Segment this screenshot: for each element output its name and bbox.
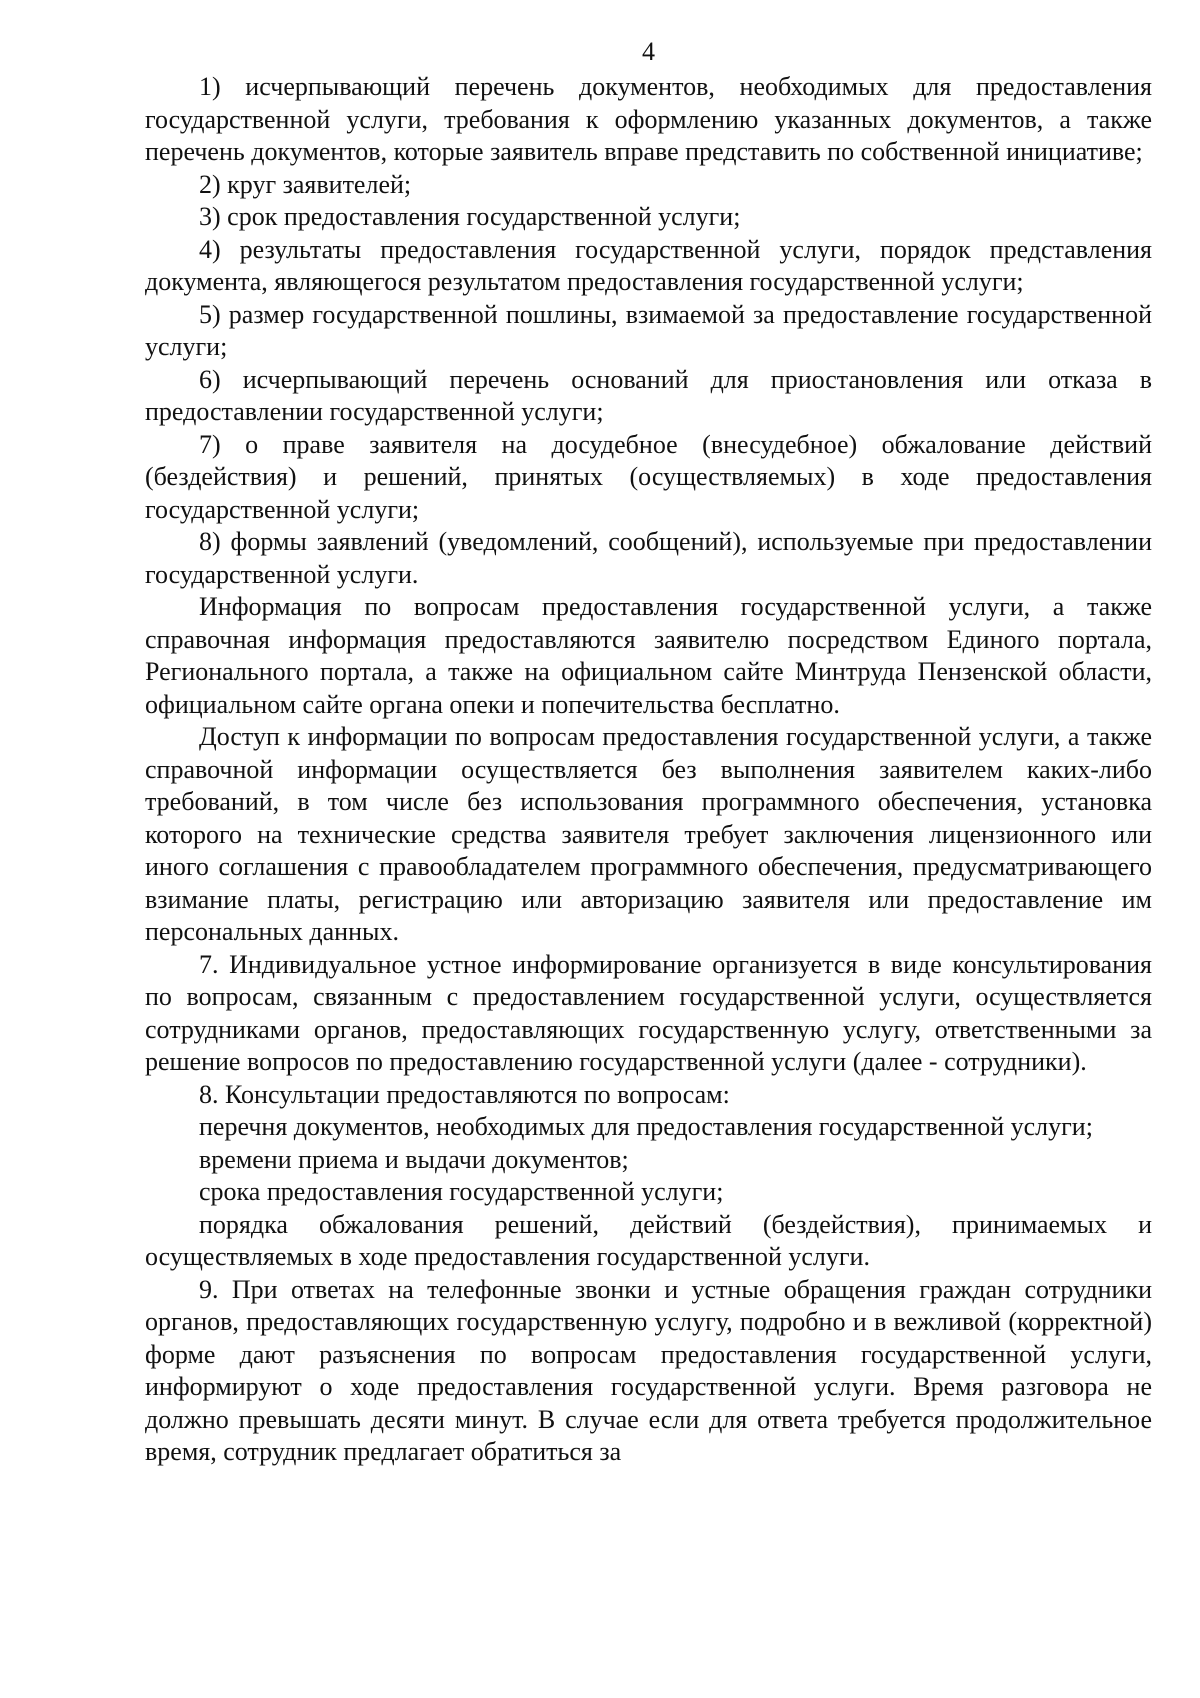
paragraph-information: Информация по вопросам предоставления государственной услуги, а также справочная информация предоставляются заявителю посредством Единого портала, Регионального портала, а также на официальном сайте Минтруда Пензенской области, официальном сайте органа опеки и попечительства бесплатно. bbox=[145, 592, 1152, 719]
paragraph-section-9: 9. При ответах на телефонные звонки и устные обращения граждан сотрудники органов, предоставляющих государственную услугу, подробно и в вежливой (корректной) форме дают разъяснения по вопросам предоставления государственной услуги, информируют о ходе предоставления государственной услуги. Время разговора не должно превышать десяти минут. В случае если для ответа требуется продолжительное время, сотрудник предлагает обратиться за bbox=[145, 1274, 1152, 1466]
list-item-appeal-right: 7) о праве заявителя на досудебное (внесудебное) обжалование действий (бездействия) и решений, принятых (осуществляемых) в ходе предоставления государственной услуги; bbox=[145, 429, 1152, 524]
list-item-applicants: 2) круг заявителей; bbox=[199, 169, 412, 199]
document-page bbox=[145, 36, 1152, 1469]
paragraph-section-8: 8. Консультации предоставляются по вопросам: bbox=[199, 1079, 730, 1109]
consult-item-documents: перечня документов, необходимых для предоставления государственной услуги; bbox=[199, 1112, 1093, 1141]
paragraph-section-7: 7. Индивидуальное устное информирование организуется в виде консультирования по вопросам, связанным с предоставлением государственной услуги, осуществляется сотрудниками органов, предоставляющих государственную услугу, ответственными за решение вопросов по предоставлению государственной услуги (далее - сотрудники). bbox=[145, 949, 1152, 1076]
list-item-refusal-grounds: 6) исчерпывающий перечень оснований для приостановления или отказа в предоставлении государственной услуги; bbox=[145, 364, 1152, 426]
consult-item-appeal: порядка обжалования решений, действий (бездействия), принимаемых и осуществляемых в ходе предоставления государственной услуги. bbox=[145, 1209, 1152, 1271]
list-item-forms: 8) формы заявлений (уведомлений, сообщений), используемые при предоставлении государственной услуги. bbox=[145, 527, 1152, 589]
consult-item-term: срока предоставления государственной услуги; bbox=[199, 1177, 724, 1206]
list-item-duty: 5) размер государственной пошлины, взимаемой за предоставление государственной услуги; bbox=[145, 299, 1152, 361]
list-item-documents: 1) исчерпывающий перечень документов, необходимых для предоставления государственной услуги, требования к оформлению указанных документов, а также перечень документов, которые заявитель вправе представить по собственной инициативе; bbox=[145, 72, 1152, 166]
list-item-results: 4) результаты предоставления государственной услуги, порядок представления документа, являющегося результатом предоставления государственной услуги; bbox=[145, 234, 1152, 296]
page-number: 4 bbox=[642, 37, 655, 66]
consult-item-reception-time: времени приема и выдачи документов; bbox=[199, 1144, 629, 1174]
list-item-term: 3) срок предоставления государственной услуги; bbox=[199, 202, 741, 231]
paragraph-access: Доступ к информации по вопросам предоставления государственной услуги, а также справочной информации осуществляется без выполнения заявителем каких-либо требований, в том числе без использования программного обеспечения, установка которого на технические средства заявителя требует заключения лицензионного или иного соглашения с правообладателем программного обеспечения, предусматривающего взимание платы, регистрацию или авторизацию заявителя или предоставление им персональных данных. bbox=[145, 722, 1152, 946]
